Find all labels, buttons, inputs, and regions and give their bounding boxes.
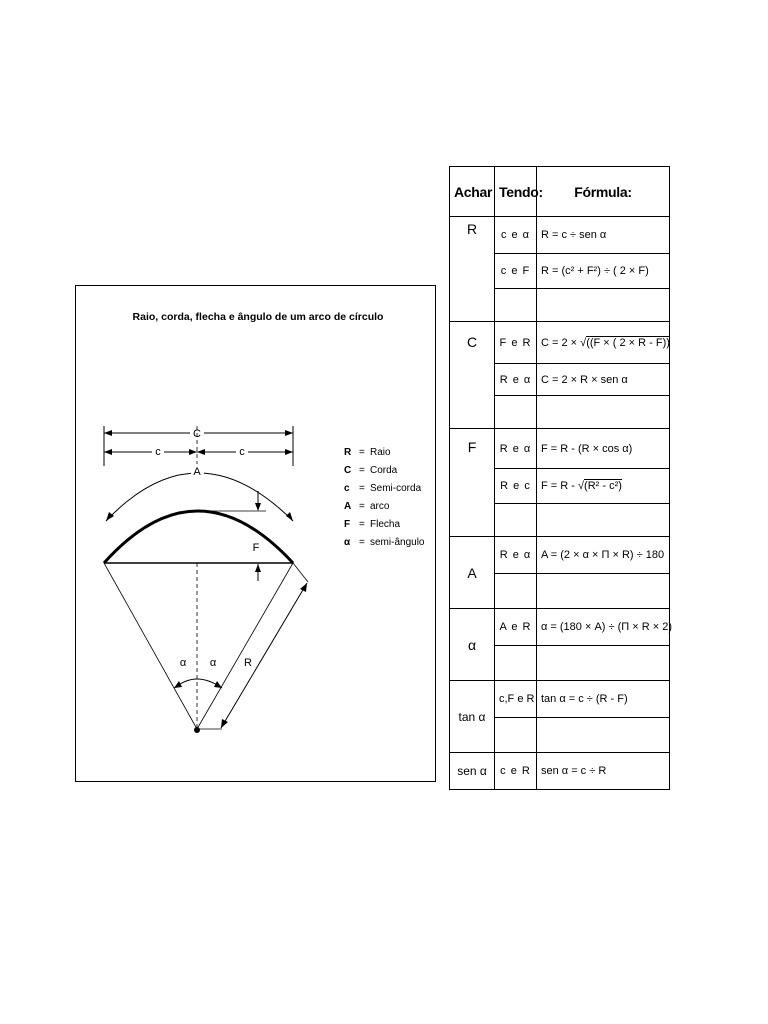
- tendo-cell: R e α: [495, 537, 537, 574]
- tendo-cell: R e α: [495, 364, 537, 396]
- formula-cell: sen α = c ÷ R: [537, 753, 670, 790]
- table-row: [450, 429, 670, 469]
- arrowhead: [285, 430, 293, 436]
- empty-cell: [495, 646, 537, 681]
- table-row: [450, 322, 670, 364]
- table-row: [450, 681, 670, 718]
- arrowhead: [286, 512, 293, 521]
- empty-cell: [537, 289, 670, 322]
- formula-cell: R = c ÷ sen α: [537, 217, 670, 254]
- empty-cell: [537, 718, 670, 753]
- formula-radicand: ((F × ( 2 × R - F)): [586, 336, 670, 349]
- diagram-panel: [75, 285, 436, 782]
- circle-arc: [104, 511, 293, 563]
- label-F: F: [252, 542, 260, 554]
- label-c-left: c: [155, 446, 161, 458]
- label-alpha-left: α: [179, 657, 187, 669]
- arrowhead: [221, 719, 228, 728]
- formula-radicand: (R² - c²): [584, 480, 622, 492]
- arrowhead: [104, 449, 112, 455]
- diagram-title: Raio, corda, flecha e ângulo de um arco de círculo: [132, 311, 384, 323]
- legend-sym-F: F: [344, 519, 351, 530]
- achar-tan: tan α: [450, 681, 495, 753]
- formula-cell: [537, 469, 670, 504]
- arrowhead: [106, 512, 114, 521]
- legend-sym-C: C: [344, 465, 352, 476]
- formula-table: [449, 166, 673, 790]
- label-R: R: [244, 657, 252, 669]
- arrowhead: [104, 430, 112, 436]
- empty-cell: [495, 574, 537, 609]
- formula-cell: tan α = c ÷ (R - F): [537, 681, 670, 718]
- achar-alpha: α: [450, 609, 495, 681]
- legend-eq: =: [359, 501, 365, 512]
- arrowhead: [189, 449, 197, 455]
- arc-diagram: [76, 286, 437, 783]
- formula-cell: C = 2 × R × sen α: [537, 364, 670, 396]
- legend-eq: =: [359, 537, 365, 548]
- achar-sen: sen α: [450, 753, 495, 790]
- table-row: [450, 217, 670, 254]
- tendo-cell: F e R: [495, 322, 537, 364]
- tendo-cell: c e R: [495, 753, 537, 790]
- empty-cell: [537, 504, 670, 537]
- legend-desc-corda: Corda: [370, 465, 398, 476]
- tendo-cell: c,F e R: [495, 681, 537, 718]
- formula-cell: F = R - (R × cos α): [537, 429, 670, 469]
- legend-eq: =: [359, 447, 365, 458]
- formula-prefix: C = 2 ×: [541, 336, 581, 349]
- formula-cell: α = (180 × A) ÷ (Π × R × 2): [537, 609, 670, 646]
- arrowhead: [285, 449, 293, 455]
- formula-cell: A = (2 × α × Π × R) ÷ 180: [537, 537, 670, 574]
- header-tendo: Tendo:: [495, 167, 537, 217]
- empty-cell: [537, 574, 670, 609]
- legend-sym-c: c: [344, 483, 350, 494]
- legend-desc-arco: arco: [370, 501, 390, 512]
- tendo-cell: c e α: [495, 217, 537, 254]
- achar-A: A: [450, 537, 495, 609]
- label-A: A: [193, 466, 201, 478]
- arrowhead: [214, 681, 222, 688]
- radius-extension-line: [293, 563, 308, 582]
- arrowhead: [255, 503, 261, 511]
- empty-cell: [537, 396, 670, 429]
- label-C: C: [193, 428, 201, 440]
- formula-cell: R = (c² + F²) ÷ ( 2 × F): [537, 254, 670, 289]
- formula-cell: [537, 322, 670, 364]
- table-row: [450, 753, 670, 790]
- legend-desc-raio: Raio: [370, 447, 391, 458]
- header-formula: Fórmula:: [537, 167, 670, 217]
- table-header-row: [450, 167, 670, 217]
- legend-desc-semiangulo: semi-ângulo: [370, 537, 425, 548]
- empty-cell: [495, 289, 537, 322]
- legend-sym-R: R: [344, 447, 352, 458]
- empty-cell: [495, 718, 537, 753]
- tendo-cell: R e α: [495, 429, 537, 469]
- legend-sym-A: A: [344, 501, 352, 512]
- table-row: [450, 609, 670, 646]
- arrowhead: [255, 564, 261, 572]
- legend-desc-flecha: Flecha: [370, 519, 401, 530]
- label-alpha-right: α: [209, 657, 217, 669]
- legend-desc-semicorda: Semi-corda: [370, 483, 422, 494]
- sqrt-icon: √: [577, 480, 585, 492]
- label-c-right: c: [239, 446, 245, 458]
- radius-left: [104, 563, 197, 729]
- legend-eq: =: [359, 519, 365, 530]
- achar-F: F: [450, 429, 495, 537]
- legend: [344, 447, 425, 548]
- empty-cell: [537, 646, 670, 681]
- table-row: [450, 537, 670, 574]
- achar-R: R: [450, 217, 495, 322]
- arrowhead: [174, 681, 182, 688]
- arc-length-dimension: [106, 473, 293, 521]
- arrowhead: [300, 583, 307, 592]
- radius-dimension-line: [221, 583, 307, 728]
- empty-cell: [495, 396, 537, 429]
- radius-right: [197, 563, 293, 729]
- tendo-cell: c e F: [495, 254, 537, 289]
- empty-cell: [495, 504, 537, 537]
- header-achar: Achar: [450, 167, 495, 217]
- formula-prefix: F = R -: [541, 480, 578, 492]
- legend-eq: =: [359, 465, 365, 476]
- circle-center: [194, 727, 200, 733]
- arrowhead: [197, 449, 205, 455]
- legend-sym-alpha: α: [344, 537, 351, 548]
- tendo-cell: A e R: [495, 609, 537, 646]
- achar-C: C: [450, 322, 495, 429]
- tendo-cell: R e c: [495, 469, 537, 504]
- legend-eq: =: [359, 483, 365, 494]
- sqrt-icon: √: [580, 336, 587, 349]
